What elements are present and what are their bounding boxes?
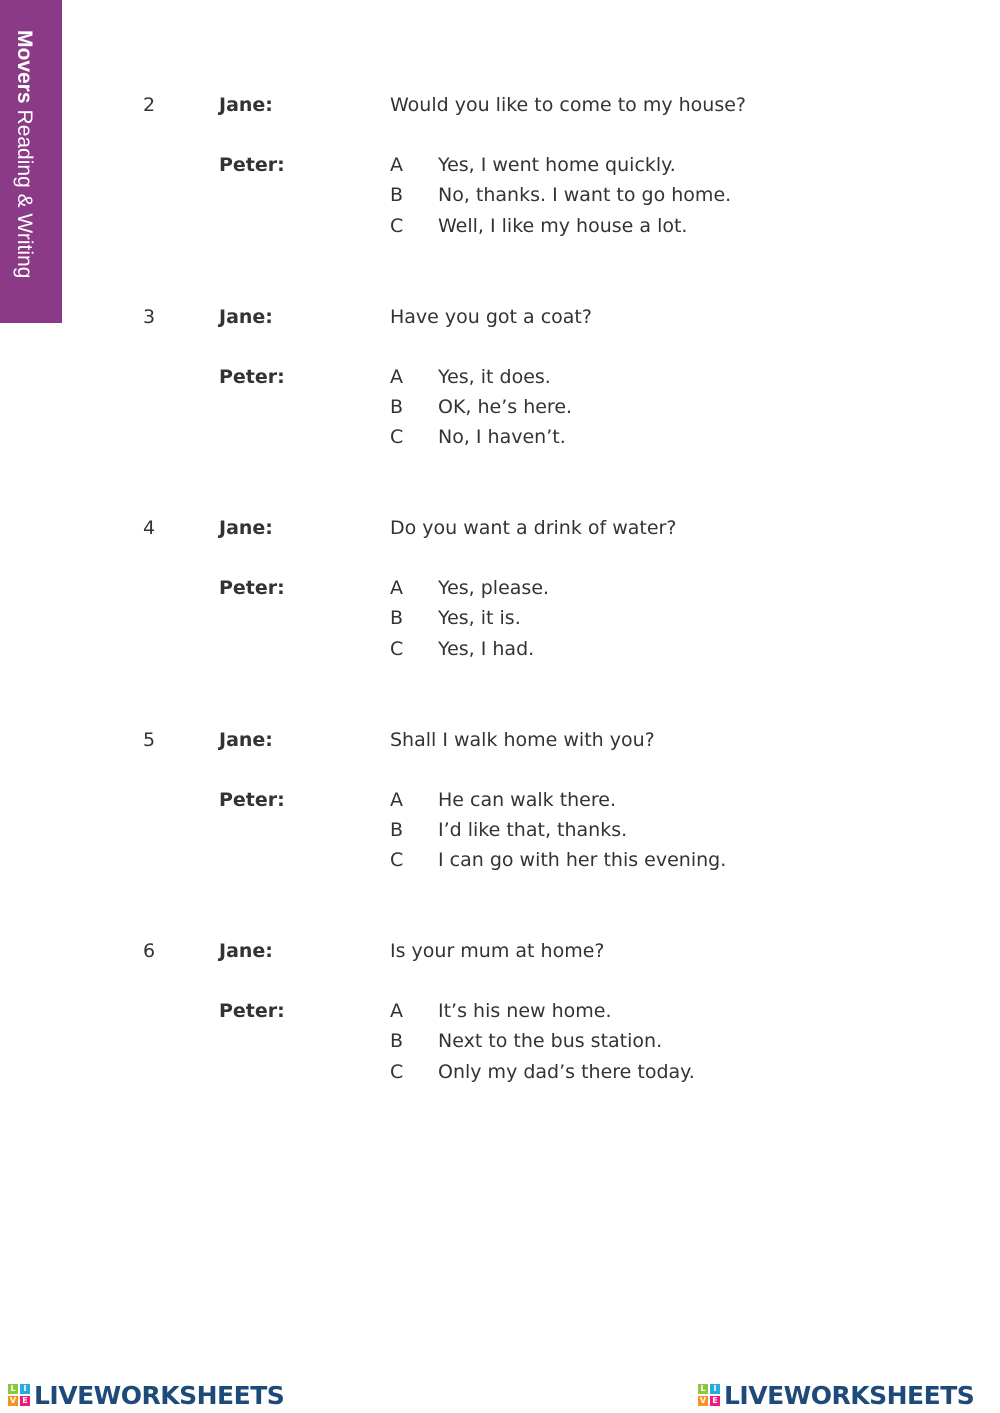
option-text: Yes, it is. bbox=[438, 607, 521, 630]
option-letter: B bbox=[390, 1030, 404, 1053]
option-letter: B bbox=[390, 607, 404, 630]
option-text: Next to the bus station. bbox=[438, 1030, 663, 1053]
option-letter: C bbox=[390, 426, 404, 449]
speaker-jane: Jane: bbox=[219, 305, 273, 328]
speaker-peter: Peter: bbox=[219, 577, 285, 599]
footer-logo-left bbox=[8, 1380, 284, 1410]
question-number: 5 bbox=[143, 728, 156, 751]
option-letter: A bbox=[390, 577, 403, 599]
question-text: Do you want a drink of water? bbox=[390, 517, 677, 539]
question-number: 2 bbox=[143, 94, 156, 116]
speaker-jane: Jane: bbox=[219, 94, 273, 116]
speaker-jane: Jane: bbox=[219, 728, 273, 751]
option-text: He can walk there. bbox=[438, 788, 616, 811]
logo-letter: L bbox=[8, 1384, 18, 1394]
option-text: Well, I like my house a lot. bbox=[438, 214, 688, 237]
option-letter: B bbox=[390, 818, 404, 841]
option-letter: A bbox=[390, 154, 403, 176]
speaker-peter: Peter: bbox=[219, 788, 285, 811]
speaker-peter: Peter: bbox=[219, 1000, 285, 1022]
option-text: No, thanks. I want to go home. bbox=[438, 184, 732, 207]
logo-letter: I bbox=[20, 1384, 30, 1394]
question-number: 3 bbox=[143, 305, 156, 328]
logo-letter: I bbox=[710, 1384, 720, 1394]
side-tab-subject: Reading & Writing bbox=[13, 109, 36, 279]
side-tab-label bbox=[12, 30, 36, 278]
speaker-peter: Peter: bbox=[219, 154, 285, 176]
logo-text: LIVEWORKSHEETS bbox=[34, 1380, 285, 1410]
option-letter: B bbox=[390, 395, 404, 418]
speaker-peter: Peter: bbox=[219, 365, 285, 388]
question-text: Shall I walk home with you? bbox=[390, 728, 655, 751]
option-letter: C bbox=[390, 637, 404, 660]
footer-logo-right bbox=[698, 1380, 974, 1410]
logo-letter: V bbox=[9, 1396, 17, 1405]
option-letter: C bbox=[390, 214, 404, 237]
option-text: No, I haven’t. bbox=[438, 426, 566, 449]
option-letter: C bbox=[390, 1060, 404, 1083]
question-number: 6 bbox=[143, 940, 156, 962]
option-text: Yes, I went home quickly. bbox=[438, 154, 676, 176]
speaker-jane: Jane: bbox=[219, 940, 273, 962]
question-text: Is your mum at home? bbox=[390, 940, 605, 962]
option-letter: C bbox=[390, 849, 404, 872]
speaker-jane: Jane: bbox=[219, 517, 273, 539]
logo-text: LIVEWORKSHEETS bbox=[724, 1380, 975, 1410]
logo-icon bbox=[698, 1384, 720, 1406]
option-text: Yes, I had. bbox=[438, 637, 535, 660]
logo-letter: V bbox=[699, 1396, 707, 1405]
question-text: Would you like to come to my house? bbox=[390, 94, 746, 116]
option-text: I can go with her this evening. bbox=[438, 849, 727, 872]
option-text: I’d like that, thanks. bbox=[438, 818, 628, 841]
logo-letter: E bbox=[20, 1396, 30, 1406]
logo-icon bbox=[8, 1384, 30, 1406]
option-letter: A bbox=[390, 1000, 403, 1022]
question-number: 4 bbox=[143, 517, 156, 539]
logo-letter: L bbox=[698, 1384, 708, 1394]
option-letter: A bbox=[390, 365, 403, 388]
option-letter: B bbox=[390, 184, 404, 207]
logo-letter: E bbox=[710, 1396, 720, 1406]
question-text: Have you got a coat? bbox=[390, 305, 592, 328]
option-letter: A bbox=[390, 788, 403, 811]
option-text: Only my dad’s there today. bbox=[438, 1060, 695, 1083]
option-text: OK, he’s here. bbox=[438, 395, 573, 418]
option-text: It’s his new home. bbox=[438, 1000, 612, 1022]
side-tab-brand: Movers bbox=[13, 30, 36, 104]
option-text: Yes, it does. bbox=[438, 365, 551, 388]
side-tab bbox=[0, 0, 62, 323]
option-text: Yes, please. bbox=[438, 577, 550, 599]
